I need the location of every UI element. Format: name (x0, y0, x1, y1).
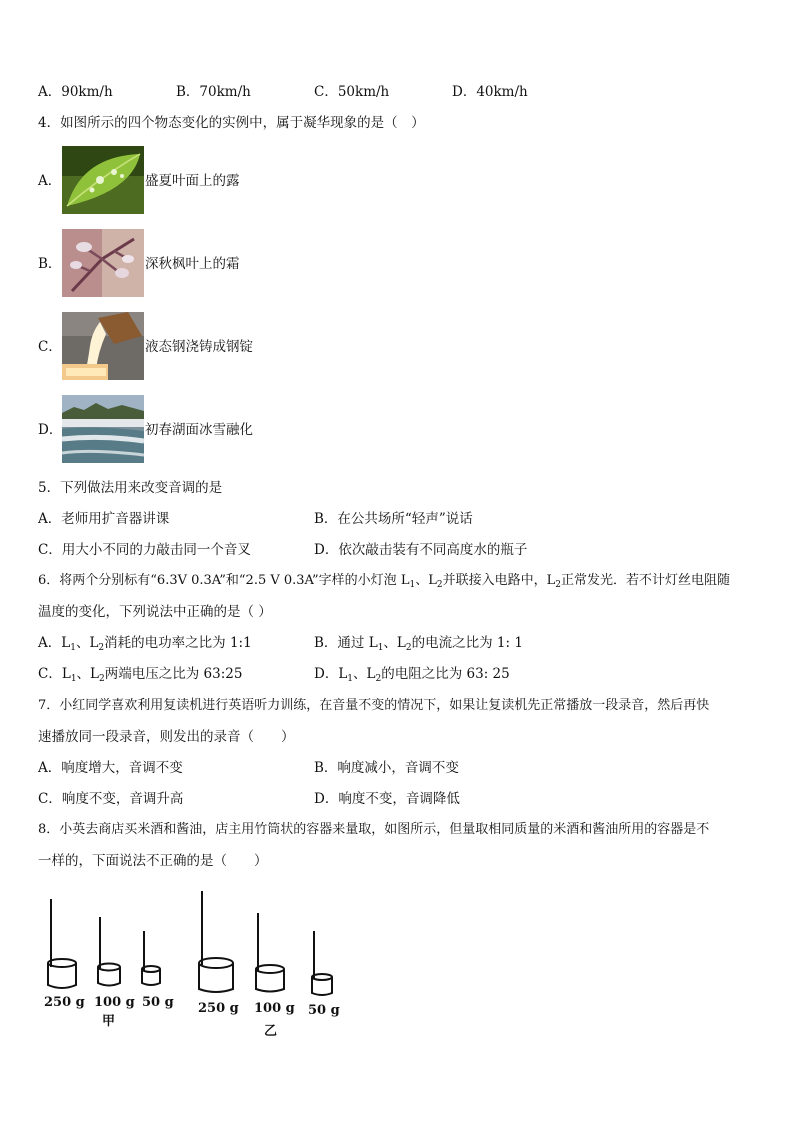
yi-mass-label-100: 100 g (254, 1001, 295, 1016)
leaf-with-dew-photo (62, 146, 144, 214)
q7-option-c: C．响度不变，音调升高 (38, 791, 184, 807)
q6-stem-line1: 6．将两个分别标有“6.3V 0.3A”和“2.5 V 0.3A”字样的小灯泡 $L_1$、$L_2$并联接入电路中，$L_2$正常发光．若不计灯丝电阻随 (38, 573, 730, 590)
jia-mass-label-50: 50 g (142, 995, 174, 1010)
q5-option-d: D．依次敲击装有不同高度水的瓶子 (314, 542, 528, 558)
q3-option-d: D．40km/h (452, 84, 528, 100)
q8-stem-line1: 8．小英去商店买米酒和酱油，店主用竹筒状的容器来量取，如图所示，但量取相同质量的米酒和酱油所用的容器是不 (38, 822, 710, 837)
yi-mass-label-250: 250 g (198, 1001, 239, 1016)
frosted-leaves-photo (62, 229, 144, 297)
q7-stem-line2: 速播放同一段录音，则发出的录音（ ） (38, 729, 295, 745)
jia-mass-label-250: 250 g (44, 995, 85, 1010)
q5-option-b: B．在公共场所“轻声”说话 (314, 511, 473, 527)
q6-option-d: D．$L_1$、$L_2$的电阻之比为 63: 25 (314, 666, 510, 684)
q5-option-c: C．用大小不同的力敲击同一个音叉 (38, 542, 251, 558)
cup-jia-50g (142, 931, 160, 985)
q3-option-c: C．50km/h (314, 84, 390, 100)
q6-stem-line2: 温度的变化，下列说法中正确的是（ ） (38, 604, 272, 620)
cup-yi-250g (199, 891, 233, 992)
q3-option-a: A．90km/h (38, 84, 113, 100)
yi-group-label: 乙 (264, 1024, 278, 1039)
melting-lake-ice-photo (62, 395, 144, 463)
q5-option-a: A．老师用扩音器讲课 (38, 511, 170, 527)
q7-option-b: B．响度减小，音调不变 (314, 760, 459, 776)
measuring-cups-figure (36, 885, 346, 1040)
q3-option-b: B．70km/h (176, 84, 251, 100)
molten-steel-pouring-photo (62, 312, 144, 380)
q5-stem: 5．下列做法用来改变音调的是 (38, 480, 223, 496)
jia-group-label: 甲 (102, 1014, 116, 1029)
q4-stem: 4．如图所示的四个物态变化的实例中，属于凝华现象的是（ ） (38, 115, 425, 131)
q7-option-d: D．响度不变，音调降低 (314, 791, 460, 807)
q7-option-a: A．响度增大，音调不变 (38, 760, 183, 776)
cup-yi-100g (256, 913, 284, 992)
q6-option-a: A．$L_1$、$L_2$消耗的电功率之比为 1:1 (38, 635, 252, 653)
jia-mass-label-100: 100 g (94, 995, 135, 1010)
q8-stem-line2: 一样的，下面说法不正确的是（ ） (38, 853, 268, 869)
q6-option-c: C．$L_1$、$L_2$两端电压之比为 63:25 (38, 666, 243, 684)
cup-yi-50g (312, 931, 332, 995)
q6-option-b: B．通过 $L_1$、$L_2$的电流之比为 1: 1 (314, 635, 523, 653)
cup-jia-250g (48, 899, 76, 988)
yi-mass-label-50: 50 g (308, 1003, 340, 1018)
cup-jia-100g (98, 917, 120, 986)
q7-stem-line1: 7．小红同学喜欢利用复读机进行英语听力训练，在音量不变的情况下，如果让复读机先正常播放一段录音，然后再快 (38, 698, 710, 713)
